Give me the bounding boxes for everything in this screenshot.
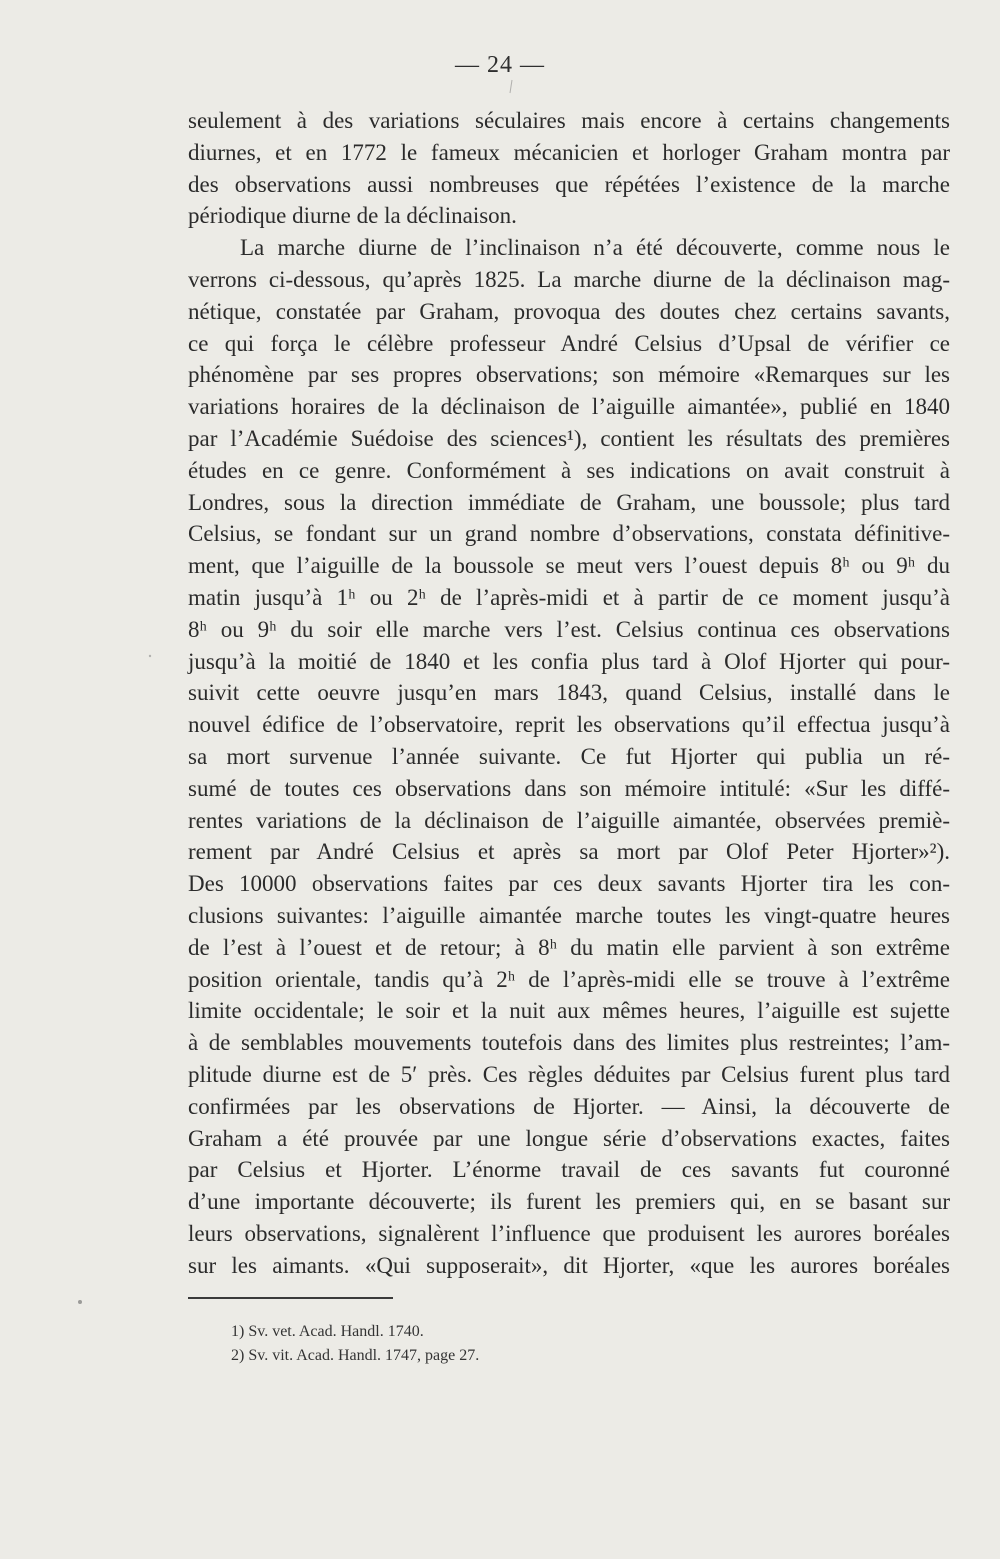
text-line: Celsius, se fondant sur un grand nombre d’observations, constata définitive- [188,521,950,547]
footnotes [231,1320,479,1368]
text-line: ce qui força le célèbre professeur André Celsius d’Upsal de vérifier ce [188,330,950,356]
text-line: de l’est à l’ouest et de retour; à 8ʰ du matin elle parvient à son extrême [188,934,950,960]
footnote-1: 1) Sv. vet. Acad. Handl. 1740. [231,1323,424,1340]
text-line: Londres, sous la direction immédiate de Graham, une boussole; plus tard [188,489,950,515]
text-line: ment, que l’aiguille de la boussole se meut vers l’ouest depuis 8ʰ ou 9ʰ du [188,553,950,579]
text-line: Graham a été prouvée par une longue série d’observations exactes, faites [188,1125,950,1151]
footnote-divider [188,1297,393,1299]
text-line: limite occidentale; le soir et la nuit aux mêmes heures, l’aiguille est sujette [188,998,950,1024]
text-line: par l’Académie Suédoise des sciences¹), contient les résultats des premières [188,425,950,451]
text-line: sa mort survenue l’année suivante. Ce fut Hjorter qui publia un ré- [188,743,950,769]
text-line: à de semblables mouvements toutefois dans des limites plus restreintes; l’am- [188,1030,950,1056]
text-line: seulement à des variations séculaires mais encore à certains changements [188,108,950,133]
paragraph-start-line: La marche diurne de l’inclinaison n’a été découverte, comme nous le [240,235,950,261]
text-line: diurnes, et en 1772 le fameux mécanicien et horloger Graham montra par [188,139,950,165]
text-line: périodique diurne de la déclinaison. [188,203,517,229]
text-line: 8ʰ ou 9ʰ du soir elle marche vers l’est. Celsius continua ces observations [188,616,950,642]
text-line: d’une importante découverte; ils furent les premiers qui, en se basant sur [188,1189,950,1215]
text-line: sumé de toutes ces observations dans son mémoire intitulé: «Sur les diffé- [188,775,950,801]
text-line: jusqu’à la moitié de 1840 et les confia plus tard à Olof Hjorter qui pour- [188,648,950,674]
text-line: sur les aimants. «Qui supposerait», dit Hjorter, «que les aurores boréales [188,1252,950,1278]
text-line: par Celsius et Hjorter. L’énorme travail de ces savants fut couronné [188,1157,950,1183]
text-line: leurs observations, signalèrent l’influence que produisent les aurores boréales [188,1220,950,1246]
body-text [188,105,950,1281]
text-line: nétique, constatée par Graham, provoqua des doutes chez certains savants, [188,298,950,324]
text-line: nouvel édifice de l’observatoire, reprit les observations qu’il effectua jusqu’à [188,712,950,738]
page-number: — 24 — [455,52,545,78]
text-line: suivit cette oeuvre jusqu’en mars 1843, quand Celsius, installé dans le [188,680,950,706]
text-line: rement par André Celsius et après sa mort par Olof Peter Hjorter»²). [188,839,950,865]
text-line: Des 10000 observations faites par ces deux savants Hjorter tira les con- [188,871,950,897]
text-line: variations horaires de la déclinaison de l’aiguille aimantée», publié en 1840 [188,394,950,420]
text-line: confirmées par les observations de Hjorter. — Ainsi, la découverte de [188,1093,950,1119]
footnote-2: 2) Sv. vit. Acad. Handl. 1747, page 27. [231,1347,480,1364]
text-line: clusions suivantes: l’aiguille aimantée marche toutes les vingt-quatre heures [188,902,950,928]
text-line: matin jusqu’à 1ʰ ou 2ʰ de l’après-midi et à partir de ce moment jusqu’à [188,584,950,610]
text-line: études en ce genre. Conformément à ses indications on avait construit à [188,457,950,483]
text-line: phénomène par ses propres observations; son mémoire «Remarques sur les [188,362,950,388]
text-line: verrons ci-dessous, qu’après 1825. La marche diurne de la déclinaison mag- [188,266,950,292]
text-line: rentes variations de la déclinaison de l’aiguille aimantée, observées premiè- [188,807,950,833]
text-line: position orientale, tandis qu’à 2ʰ de l’après-midi elle se trouve à l’extrême [188,966,950,992]
text-line: plitude diurne est de 5′ près. Ces règles déduites par Celsius furent plus tard [188,1061,950,1087]
text-line: des observations aussi nombreuses que répétées l’existence de la marche [188,171,950,197]
